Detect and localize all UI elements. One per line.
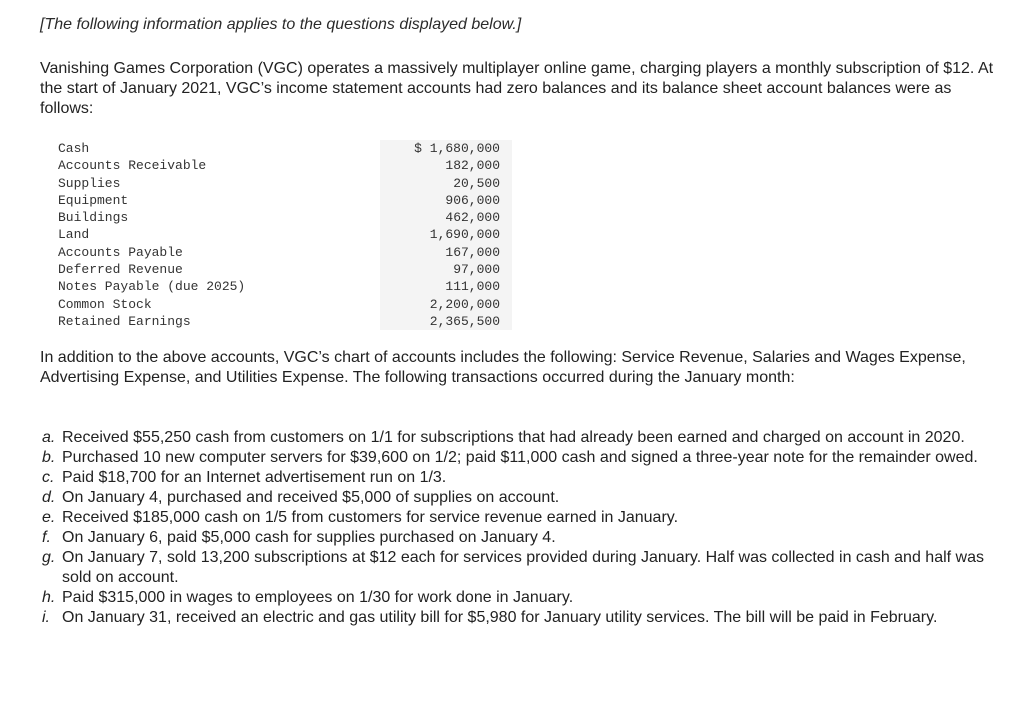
transaction-letter: i. [42,609,50,626]
balance-row [52,192,512,209]
balance-row [52,157,512,174]
balance-row [52,313,512,330]
transaction-letter: e. [42,509,56,526]
intro-note: [The following information applies to the questions displayed below.] [40,16,522,33]
transaction-text: On January 7, sold 13,200 subscriptions at $12 each for services provided during January. Half was collected in cash and half was sold on account. [62,549,984,586]
transaction-text: Purchased 10 new computer servers for $39,600 on 1/2; paid $11,000 cash and signed a three-year note for the remainder owed. [62,449,978,466]
transaction-list [42,428,1017,628]
transaction-text: On January 6, paid $5,000 cash for supplies purchased on January 4. [62,529,556,546]
transaction-item [42,428,1017,448]
chart-of-accounts-paragraph: In addition to the above accounts, VGC’s chart of accounts includes the following: Service Revenue, Salaries and Wages Expense, Advertising Expense, and Utilities Expense. The following transactions occurred during the January month: [40,349,966,386]
account-amount: 97,000 [380,261,512,278]
transaction-item [42,508,1017,528]
account-amount: 462,000 [380,209,512,226]
account-amount: 2,200,000 [380,296,512,313]
balance-row [52,140,512,157]
account-amount: 167,000 [380,244,512,261]
account-name: Buildings [52,209,358,226]
balance-row [52,226,512,243]
account-amount: 182,000 [380,157,512,174]
transaction-item [42,448,1017,468]
balance-row [52,278,512,295]
account-name: Accounts Receivable [58,158,207,174]
account-amount: 20,500 [380,175,512,192]
transaction-item [42,528,1017,548]
account-name: Equipment [58,192,129,208]
balance-row [52,209,512,226]
balance-row [52,296,512,313]
account-amount: 906,000 [380,192,512,209]
account-amount: 1,690,000 [380,226,512,243]
transaction-item [42,548,1017,588]
transaction-letter: a. [42,429,56,446]
account-name: Supplies [52,175,358,192]
transaction-letter: d. [42,489,56,506]
transaction-item [42,468,1017,488]
account-amount: $ 1,680,000 [380,140,512,157]
transaction-item [42,608,1017,628]
transaction-text: Received $185,000 cash on 1/5 from customers for service revenue earned in January. [62,509,679,526]
transaction-text: Paid $18,700 for an Internet advertisement run on 1/3. [62,469,447,486]
account-name: Accounts Payable [52,244,358,261]
transaction-letter: g. [42,549,56,566]
balance-row [52,175,512,192]
transaction-text: Paid $315,000 in wages to employees on 1/30 for work done in January. [62,589,574,606]
transaction-text: Received $55,250 cash from customers on 1/1 for subscriptions that had already been earned and charged on account in 2020. [62,429,965,446]
account-amount: 2,365,500 [380,313,512,330]
transaction-text: On January 31, received an electric and gas utility bill for $5,980 for January utility services. The bill will be paid in February. [62,609,938,626]
account-name: Retained Earnings [52,313,358,330]
transaction-item [42,588,1017,608]
transaction-item [42,488,1017,508]
transaction-text: On January 4, purchased and received $5,000 of supplies on account. [62,489,560,506]
balance-row [52,244,512,261]
account-name: Common Stock [58,296,152,312]
transaction-letter: b. [42,449,56,466]
transaction-letter: h. [42,589,56,606]
transaction-letter: f. [42,529,51,546]
account-amount: 111,000 [380,278,512,295]
account-name: Land [58,227,90,243]
scenario-paragraph: Vanishing Games Corporation (VGC) operates a massively multiplayer online game, charging players a monthly subscription of $12. At the start of January 2021, VGC’s income statement accounts had zero balances and its balance sheet account balances were as follows: [40,60,994,117]
account-name: Notes Payable (due 2025) [52,278,358,295]
transaction-letter: c. [42,469,55,486]
account-name: Deferred Revenue [58,262,183,278]
balance-table [52,140,512,330]
account-name: Cash [52,140,358,157]
balance-row [52,261,512,278]
